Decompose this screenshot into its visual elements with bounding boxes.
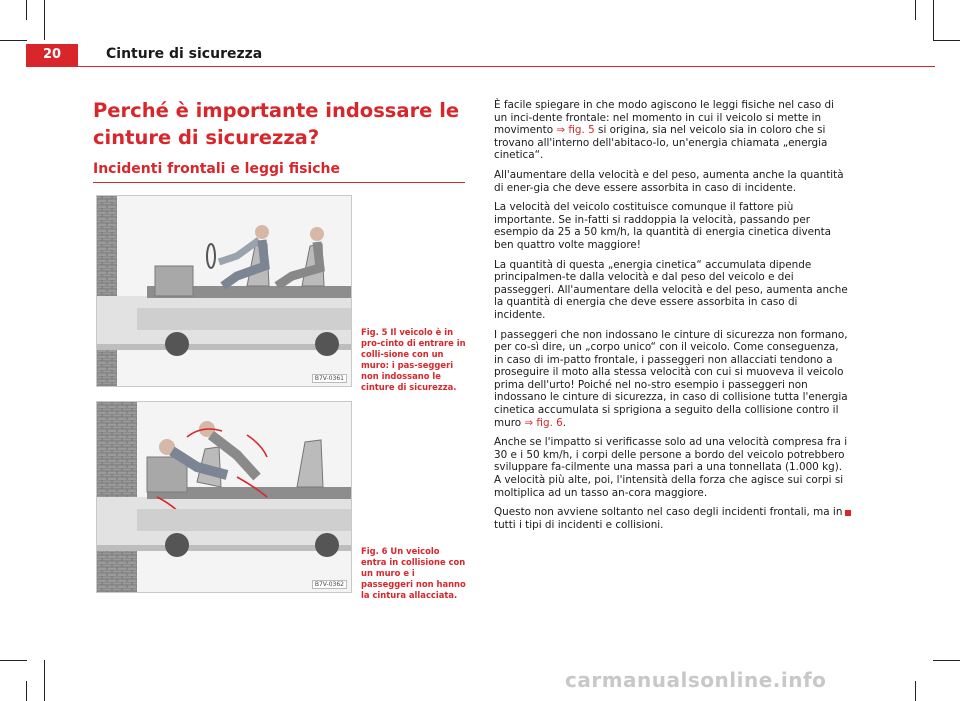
crop-mark [0,40,27,41]
paragraph: All'aumentare della velocità e del peso, aumenta anche la quantità di ener-gia che deve essere assorbita in caso di incidente. [494,168,844,194]
crop-mark [933,0,934,40]
section-rule [93,182,465,183]
paragraph-text: È facile spiegare in che modo agiscono le leggi fisiche nel caso di un inci-dente frontale: nel momento in cui il veicolo si mette in movimento [494,99,835,137]
crop-mark [26,681,27,701]
figure-code: B7V-0362 [312,580,347,589]
crop-mark [933,660,960,661]
crop-mark [933,40,960,41]
paragraph: La quantità di questa „energia cinetica“ accumulata dipende principalmen-te dalla velocità e dal peso del veicolo e dei passeggeri. All'aumentare della velocità e del peso, aumenta anche la quantità di energia che deve essere assorbita in caso di incidente. [494,258,848,321]
paragraph-text: . [562,416,567,429]
figure-6 [96,401,352,593]
section-end-marker [845,510,851,516]
crop-mark [44,0,45,40]
crop-mark [915,681,916,701]
figure-link[interactable]: ⇒ fig. 6 [524,416,563,429]
paragraph [494,99,849,162]
paragraph: La velocità del veicolo costituisce comunque il fattore più importante. Se in-fatti si raddoppia la velocità, passando per esempio da 25 a 50 km/h, la quantità di energia cinetica diventa ben quattro volte maggiore! [494,201,832,251]
figure-6-caption: Fig. 6 Un veicolo entra in collisione con un muro e i passeggeri non hanno la cintura allacciata. [361,546,466,600]
figure-link[interactable]: ⇒ fig. 5 [556,124,595,137]
figure-5-caption: Fig. 5 Il veicolo è in pro-cinto di entrare in colli-sione con un muro: i pas-seggeri non indossano le cinture di sicurezza. [361,327,466,392]
crop-mark [915,0,916,20]
page-title: Perché è importante indossare le cinture di sicurezza? [93,99,460,149]
crop-mark [44,660,45,701]
figure-6-illustration [97,402,351,592]
watermark: carmanualsonline.info [565,668,827,692]
figure-5-illustration [97,196,351,386]
page-number: 20 [26,44,78,66]
crop-mark [0,660,27,661]
paragraph: Anche se l'impatto si verificasse solo ad una velocità compresa fra i 30 e i 50 km/h, i corpi delle persone a bordo del veicolo potrebbero sviluppare fa-cilmente una massa pari a una tonnellata (1.000 kg). A velocità più alte, poi, l'intensità della forza che agisce sui corpi si moltiplica ad un tasso an-cora maggiore. [494,436,848,499]
paragraph-text: I passeggeri che non indossano le cinture di sicurezza non formano, per co-sì dire, un „corpo unico“ con il veicolo. Come conseguenza, in caso di im-patto frontale, i passeggeri non allacciati tendono a proseguire il moto alla stessa velocità con cui si muoveva il veicolo prima dell'urto! Poiché nel no-stro esempio i passeggeri non indossano le cinture di sicurezza, in caso di collisione tutta l'energia cinetica accumulata si sprigiona a seguito della collisione contro il muro [494,328,848,429]
section-title: Incidenti frontali e leggi fisiche [93,161,340,177]
paragraph-text: si origina, sia nel veicolo sia in coloro che si trovano all'interno dell'abitaco-lo, un'energia chiamata „energia cinetica“. [494,124,828,162]
paragraph [494,329,849,430]
paragraph: Questo non avviene soltanto nel caso degli incidenti frontali, ma in tutti i tipi di incidenti e collisioni. [494,506,843,531]
page-header-title: Cinture di sicurezza [106,46,263,62]
body-text [494,99,849,538]
crop-mark [26,0,27,20]
figure-code: B7V-0361 [312,374,347,383]
header-rule [26,66,935,67]
figure-5 [96,195,352,387]
